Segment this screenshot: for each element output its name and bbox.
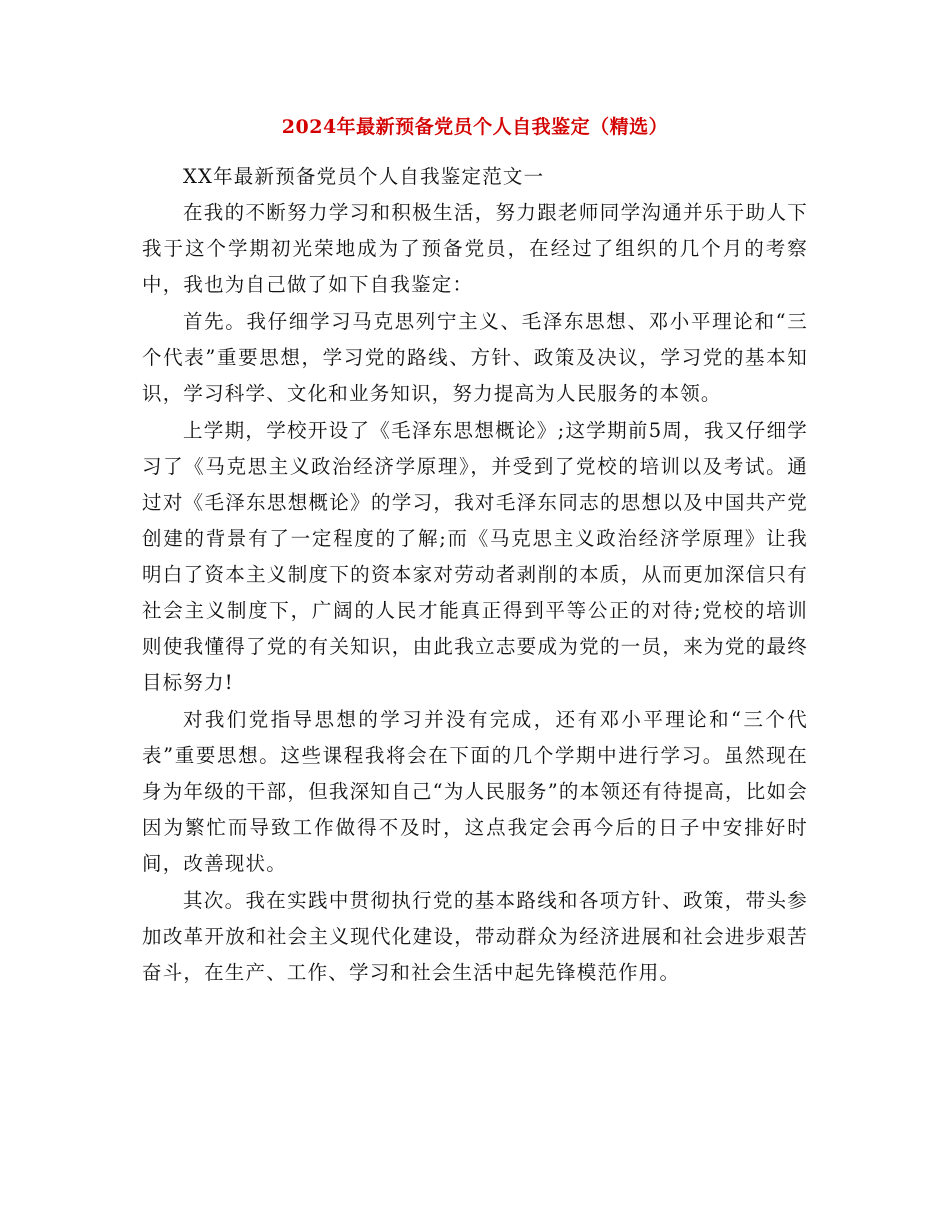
paragraph-3: 上学期，学校开设了《毛泽东思想概论》;这学期前5周，我又仔细学习了《马克思主义政治经济学原理》，并受到了党校的培训以及考试。通过对《毛泽东思想概论》的学习，我对毛泽东同志的思想以及中国共产党创建的背景有了一定程度的了解;而《马克思主义政治经济学原理》让我明白了资本主义制度下的资本家对劳动者剥削的本质，从而更加深信只有社会主义制度下，广阔的人民才能真正得到平等公正的对待;党校的培训则使我懂得了党的有关知识，由此我立志要成为党的一员，来为党的最终目标努力!: [142, 419, 808, 694]
paragraph-2: 首先。我仔细学习马克思列宁主义、毛泽东思想、邓小平理论和“三个代表”重要思想，学习党的路线、方针、政策及决议，学习党的基本知识，学习科学、文化和业务知识，努力提高为人民服务的本领。: [142, 310, 808, 405]
paragraph-5: 其次。我在实践中贯彻执行党的基本路线和各项方针、政策，带头参加改革开放和社会主义现代化建设，带动群众为经济进展和社会进步艰苦奋斗，在生产、工作、学习和社会生活中起先锋模范作用。: [142, 889, 808, 984]
document-body: [142, 159, 808, 991]
paragraph-4: 对我们党指导思想的学习并没有完成，还有邓小平理论和“三个代表”重要思想。这些课程我将会在下面的几个学期中进行学习。虽然现在身为年级的干部，但我深知自己“为人民服务”的本领还有待提高，比如会因为繁忙而导致工作做得不及时，这点我定会再今后的日子中安排好时间，改善现状。: [142, 708, 808, 875]
document-title: 2024年最新预备党员个人自我鉴定（精选）: [281, 116, 669, 138]
document-subtitle: XX年最新预备党员个人自我鉴定范文一: [182, 165, 545, 188]
paragraph-1: 在我的不断努力学习和积极生活，努力跟老师同学沟通并乐于助人下我于这个学期初光荣地成为了预备党员，在经过了组织的几个月的考察中，我也为自己做了如下自我鉴定：: [142, 201, 808, 296]
